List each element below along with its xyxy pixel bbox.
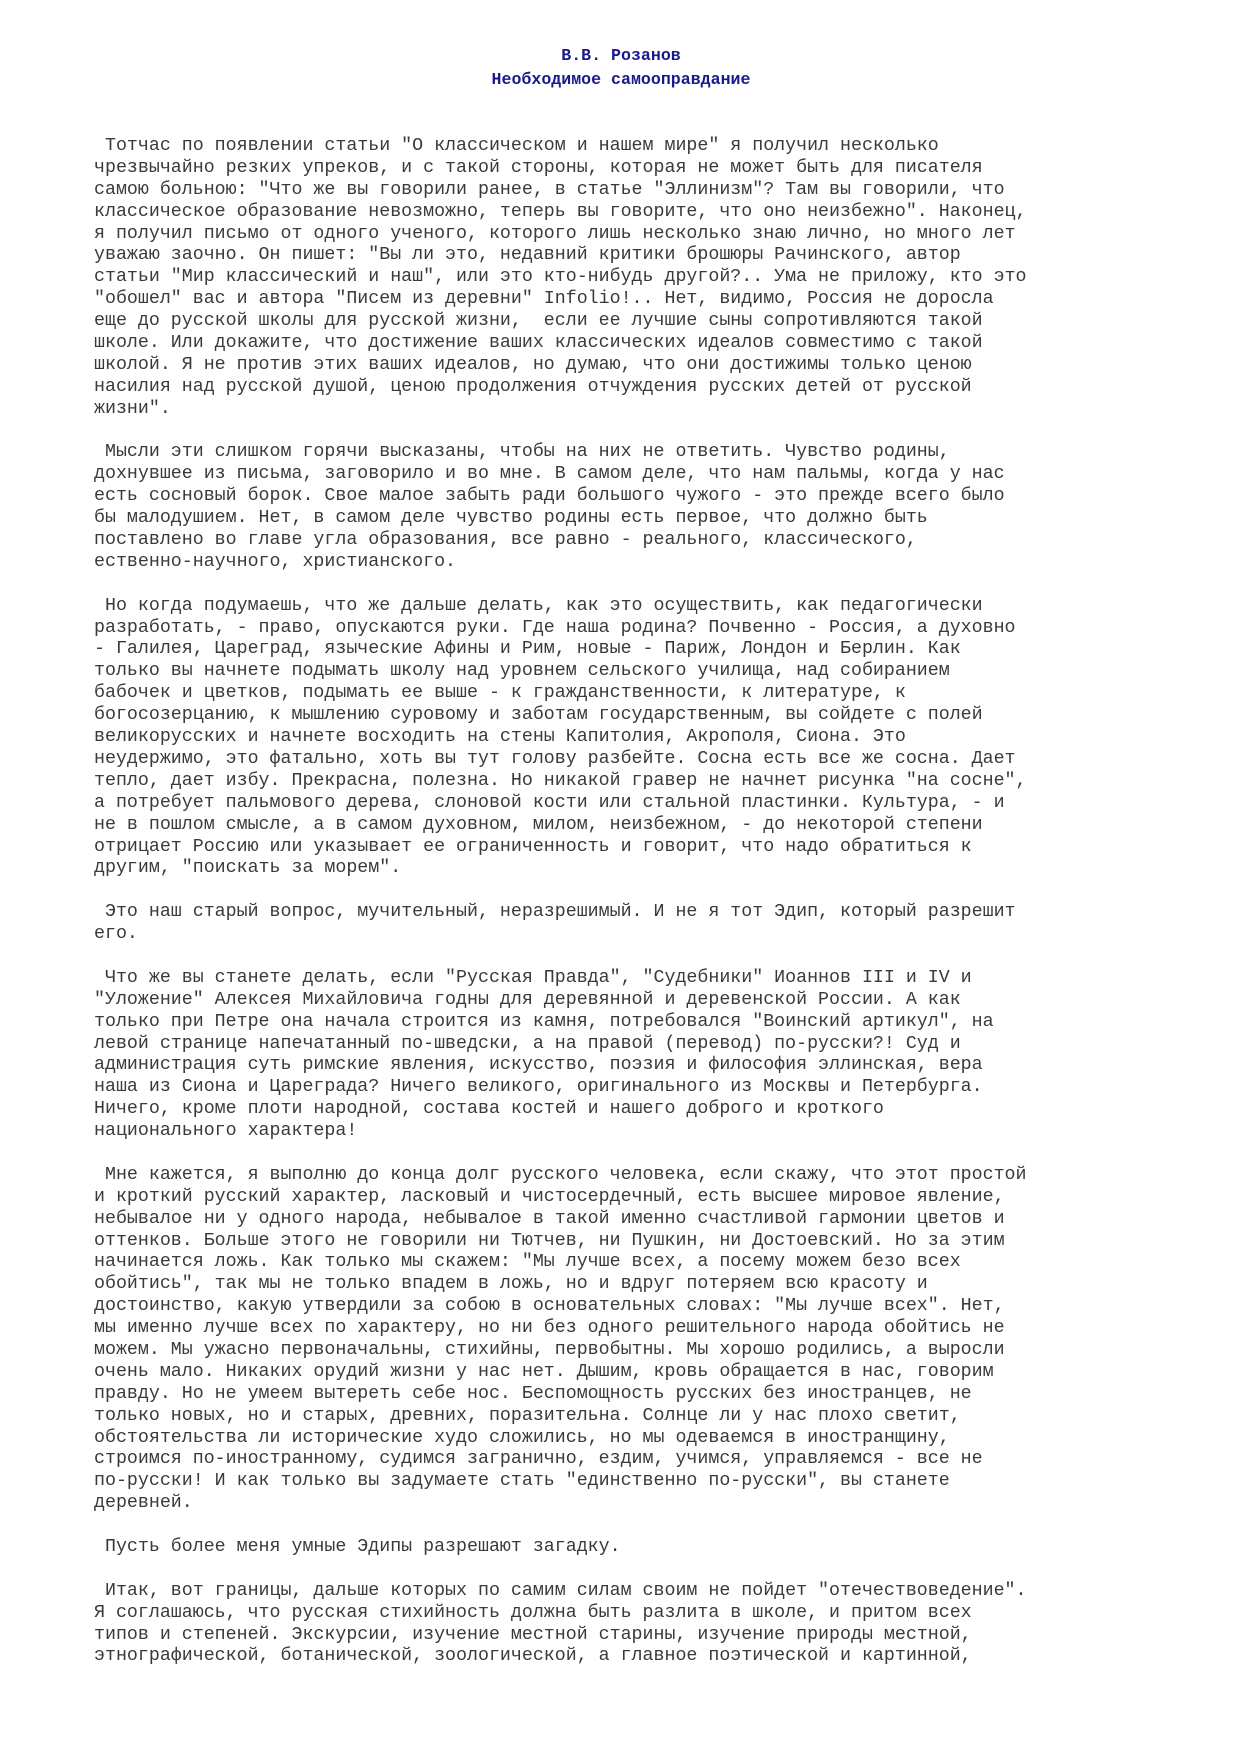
text-line: строимся по-иностранному, судимся загранично, ездим, учимся, управляемся - все не: [94, 1449, 983, 1470]
text-line: я получил письмо от одного ученого, которого лишь несколько знаю лично, но много лет: [94, 223, 1016, 244]
paragraph: [94, 1581, 1214, 1669]
document-header: [0, 44, 1242, 92]
text-line: уважаю заочно. Он пишет: "Вы ли это, недавний критики брошюры Рачинского, автор: [94, 245, 961, 266]
text-line: Пусть более меня умные Эдипы разрешают загадку.: [94, 1537, 621, 1557]
text-line: еще до русской школы для русской жизни, если ее лучшие сыны сопротивляются такой: [94, 311, 983, 332]
text-line: - Галилея, Цареград, языческие Афины и Рим, новые - Париж, Лондон и Берлин. Как: [94, 639, 961, 660]
text-line: не в пошлом смысле, а в самом духовном, милом, неизбежном, - до некоторой степени: [94, 814, 983, 835]
text-line: небывалое ни у одного народа, небывалое в такой именно счастливой гармонии цветов и: [94, 1208, 1005, 1229]
text-line: тепло, дает избу. Прекрасна, полезна. Но никакой гравер не начнет рисунка "на сосне",: [94, 770, 1027, 791]
text-line: Итак, вот границы, дальше которых по самим силам своим не пойдет "отечествоведение".: [94, 1580, 1027, 1601]
text-line: можем. Мы ужасно первоначальны, стихийны, первобытны. Мы хорошо родились, а выросли: [94, 1339, 1005, 1360]
text-line: разработать, - право, опускаются руки. Где наша родина? Почвенно - Россия, а духовно: [94, 617, 1016, 638]
text-line: типов и степеней. Экскурсии, изучение местной старины, изучение природы местной,: [94, 1624, 972, 1645]
text-line: правду. Но не умеем вытереть себе нос. Беспомощность русских без иностранцев, не: [94, 1383, 972, 1404]
text-line: дохнувшее из письма, заговорило и во мне. В самом деле, что нам пальмы, когда у нас: [94, 464, 1005, 485]
text-line: есть сосновый борок. Свое малое забыть ради большого чужого - это прежде всего было: [94, 486, 1005, 507]
text-line: школой. Я не против этих ваших идеалов, но думаю, что они достижимы только ценою: [94, 354, 972, 375]
text-line: ественно-научного, христианского.: [94, 551, 457, 572]
text-line: его.: [94, 924, 138, 945]
text-line: другим, "поискать за морем".: [94, 858, 402, 879]
text-line: самою больною: "Что же вы говорили ранее, в статье "Эллинизм"? Там вы говорили, что: [94, 179, 1005, 200]
text-line: начинается ложь. Как только мы скажем: "Мы лучше всех, а посему можем безо всех: [94, 1252, 961, 1273]
paragraph: [94, 968, 1214, 1143]
text-line: поставлено во главе угла образования, все равно - реального, классического,: [94, 530, 917, 551]
text-line: Мне кажется, я выполню до конца долг русского человека, если скажу, что этот простой: [94, 1164, 1027, 1185]
text-line: Что же вы станете делать, если "Русская Правда", "Судебники" Иоаннов III и IV и: [94, 967, 972, 988]
paragraph: [94, 1537, 1214, 1559]
document-body: [94, 136, 1214, 1690]
text-line: чрезвычайно резких упреков, и с такой стороны, которая не может быть для писателя: [94, 157, 983, 178]
text-line: обойтись", так мы не только впадем в ложь, но и вдруг потеряем всю красоту и: [94, 1274, 928, 1295]
text-line: жизни".: [94, 398, 171, 419]
text-line: классическое образование невозможно, теперь вы говорите, что оно неизбежно". Наконец,: [94, 201, 1027, 222]
text-line: левой странице напечатанный по-шведски, а на правой (перевод) по-русски?! Суд и: [94, 1033, 961, 1054]
text-line: наша из Сиона и Цареграда? Ничего великого, оригинального из Москвы и Петербурга.: [94, 1077, 983, 1098]
paragraph: [94, 1165, 1214, 1515]
text-line: Это наш старый вопрос, мучительный, неразрешимый. И не я тот Эдип, который разрешит: [94, 902, 1016, 923]
text-line: Тотчас по появлении статьи "О классическом и нашем мире" я получил несколько: [94, 136, 939, 156]
text-line: отрицает Россию или указывает ее ограниченность и говорит, что надо обратиться к: [94, 836, 972, 857]
document-title: Необходимое самооправдание: [491, 70, 751, 89]
text-line: а потребует пальмового дерева, слоновой кости или стальной пластинки. Культура, - и: [94, 792, 1005, 813]
paragraph: [94, 596, 1214, 881]
text-line: статьи "Мир классический и наш", или это кто-нибудь другой?.. Ума не приложу, кто это: [94, 267, 1027, 288]
text-line: Мысли эти слишком горячи высказаны, чтобы на них не ответить. Чувство родины,: [94, 442, 950, 463]
text-line: богосозерцанию, к мышлению суровому и заботам государственным, вы сойдете с полей: [94, 705, 983, 726]
text-line: только новых, но и старых, древних, поразительна. Солнце ли у нас плохо светит,: [94, 1405, 961, 1426]
text-line: только при Петре она начала строится из камня, потребовался "Воинский артикул", на: [94, 1011, 994, 1032]
text-line: по-русски! И как только вы задумаете стать "единственно по-русски", вы станете: [94, 1471, 950, 1492]
text-line: только вы начнете подымать школу над уровнем сельского училища, над собиранием: [94, 661, 950, 682]
text-line: насилия над русской душой, ценою продолжения отчуждения русских детей от русской: [94, 376, 972, 397]
text-line: Но когда подумаешь, что же дальше делать, как это осуществить, как педагогически: [94, 595, 983, 616]
text-line: мы именно лучше всех по характеру, но ни без одного решительного народа обойтись не: [94, 1318, 1005, 1339]
text-line: Я соглашаюсь, что русская стихийность должна быть разлита в школе, и притом всех: [94, 1602, 972, 1623]
text-line: бабочек и цветков, подымать ее выше - к гражданственности, к литературе, к: [94, 683, 906, 704]
text-line: "обошел" вас и автора "Писем из деревни" Infolio!.. Нет, видимо, Россия не доросла: [94, 289, 994, 310]
paragraph: [94, 136, 1214, 421]
text-line: национального характера!: [94, 1121, 358, 1142]
text-line: администрация суть римские явления, искусство, поэзия и философия эллинская, вера: [94, 1055, 983, 1076]
text-line: этнографической, ботанической, зоологической, а главное поэтической и картинной,: [94, 1646, 972, 1667]
text-line: школе. Или докажите, что достижение ваших классических идеалов совместимо с такой: [94, 333, 983, 354]
text-line: обстоятельства ли исторические худо сложились, но мы одеваемся в иностранщину,: [94, 1427, 950, 1448]
text-line: бы малодушием. Нет, в самом деле чувство родины есть первое, что должно быть: [94, 508, 928, 529]
text-line: достоинство, какую утвердили за собою в основательных словах: "Мы лучше всех". Нет,: [94, 1296, 1005, 1317]
paragraph: [94, 442, 1214, 573]
text-line: деревней.: [94, 1493, 193, 1514]
text-line: Ничего, кроме плоти народной, состава костей и нашего доброго и кроткого: [94, 1099, 884, 1120]
paragraph: [94, 902, 1214, 946]
author-name: В.В. Розанов: [561, 46, 681, 65]
text-line: оттенков. Больше этого не говорили ни Тютчев, ни Пушкин, ни Достоевский. Но за этим: [94, 1230, 1005, 1251]
text-line: очень мало. Никаких орудий жизни у нас нет. Дышим, кровь обращается в нас, говорим: [94, 1361, 994, 1382]
text-line: великорусских и начнете восходить на стены Капитолия, Акрополя, Сиона. Это: [94, 727, 906, 748]
text-line: "Уложение" Алексея Михайловича годны для деревянной и деревенской России. А как: [94, 989, 961, 1010]
text-line: и кроткий русский характер, ласковый и чистосердечный, есть высшее мировое явление,: [94, 1186, 1005, 1207]
text-line: неудержимо, это фатально, хоть вы тут голову разбейте. Сосна есть все же сосна. Дает: [94, 748, 1016, 769]
